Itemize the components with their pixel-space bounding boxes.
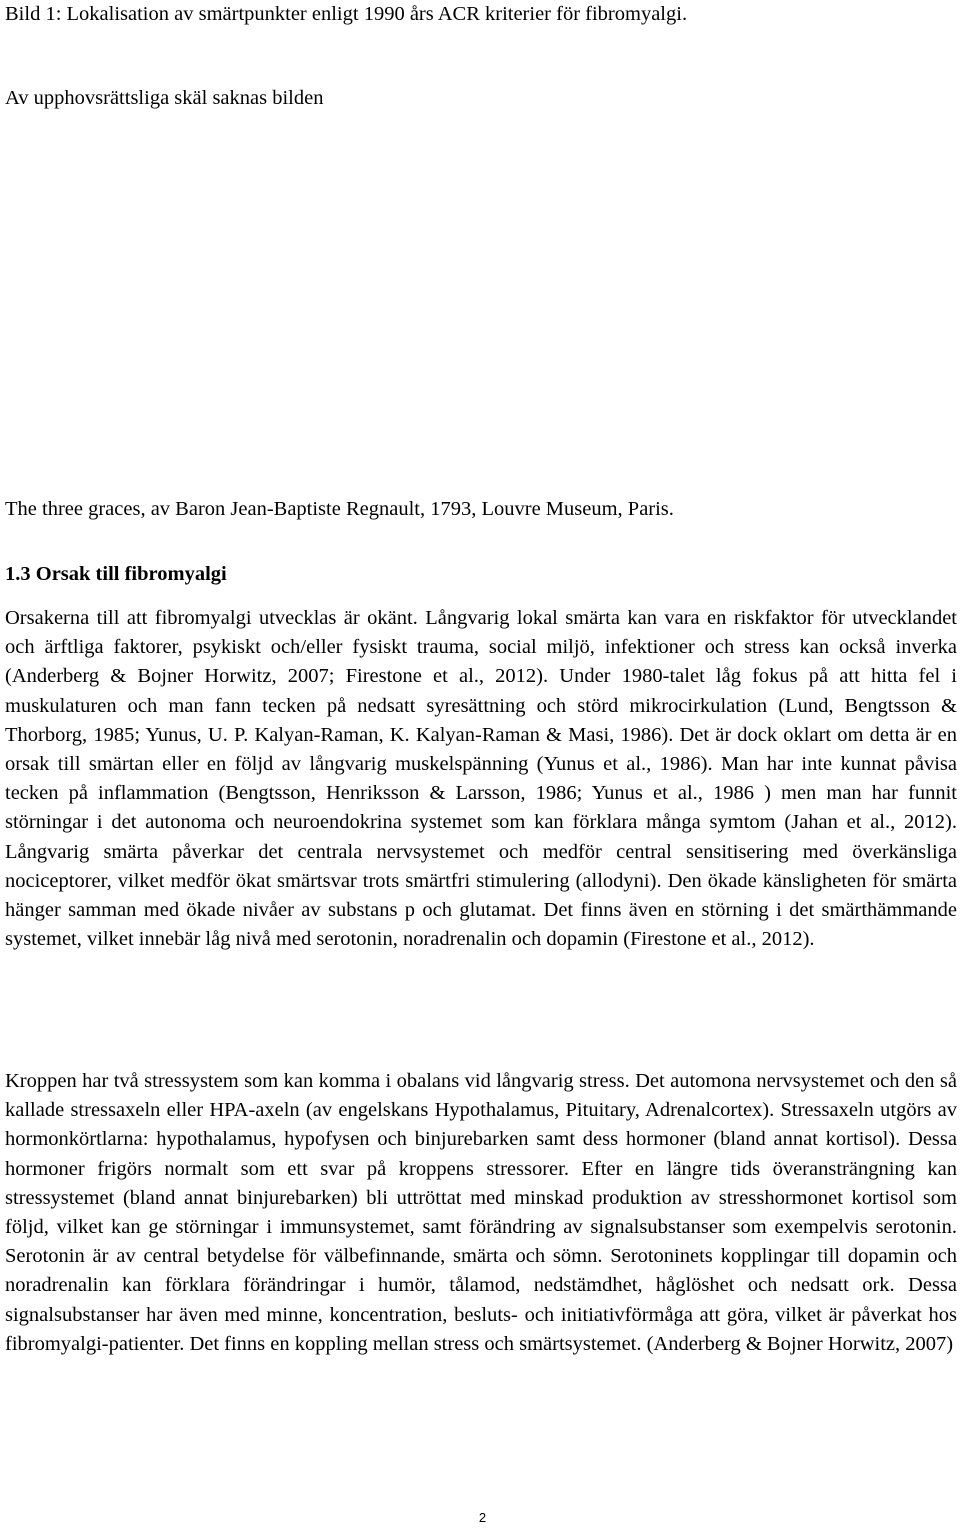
page-number: 2 [478,1510,487,1525]
figure-caption: Bild 1: Lokalisation av smärtpunkter enligt 1990 års ACR kriterier för fibromyalgi. [5,3,688,25]
body-paragraph-1: Orsakerna till att fibromyalgi utvecklas är okänt. Långvarig lokal smärta kan vara en riskfaktor för utvecklandet och ärftliga faktorer, psykiskt och/eller fysiskt trauma, social miljö, infektioner och stress kan också inverka (Anderberg & Bojner Horwitz, 2007; Firestone et al., 2012). Under 1980-talet låg fokus på att hitta fel i muskulaturen och man fann tecken på nedsatt syresättning och störd mikrocirkulation (Lund, Bengtsson & Thorborg, 1985; Yunus, U. P. Kalyan-Raman, K. Kalyan-Raman & Masi, 1986). Det är dock oklart om detta är en orsak till smärtan eller en följd av långvarig muskelspänning (Yunus et al., 1986). Man har inte kunnat påvisa tecken på inflammation (Bengtsson, Henriksson & Larsson, 1986; Yunus et al., 1986 ) men man har funnit störningar i det autonoma och neuroendokrina systemet som kan förklara många symtom (Jahan et al., 2012). Långvarig smärta påverkar det centrala nervsystemet och medför central sensitisering med överkänsliga nociceptorer, vilket medför ökat smärtsvar trots smärtfri stimulering (allodyni). Den ökade känsligheten för smärta hänger samman med ökade nivåer av substans p och glutamat. Det finns även en störning i det smärthämmande systemet, vilket innebär låg nivå med serotonin, noradrenalin och dopamin (Firestone et al., 2012). [5,607,957,951]
body-paragraph-2: Kroppen har två stressystem som kan komma i obalans vid långvarig stress. Det automona nervsystemet och den så kallade stressaxeln eller HPA-axeln (av engelskans Hypothalamus, Pituitary, Adrenalcortex). Stressaxeln utgörs av hormonkörtlarna: hypothalamus, hypofysen och binjurebarken samt dess hormoner (bland annat kortisol). Dessa hormoner frigörs normalt som ett svar på kroppens stressorer. Efter en längre tids överansträngning kan stressystemet (bland annat binjurebarken) bli uttröttat med minskad produktion av stresshormonet kortisol som följd, vilket kan ge störningar i immunsystemet, samt förändring av signalsubstanser som exempelvis serotonin. Serotonin är av central betydelse för välbefinnande, smärta och sömn. Serotoninets kopplingar till dopamin och noradrenalin kan förklara förändringar i humör, tålamod, nedstämdhet, håglöshet och nedsatt ork. Dessa signalsubstanser har även med minne, koncentration, besluts- och initiativförmåga att göra, vilket är påverkat hos fibromyalgi-patienter. Det finns en koppling mellan stress och smärtsystemet. (Anderberg & Bojner Horwitz, 2007) [5,1070,957,1355]
section-heading: 1.3 Orsak till fibromyalgi [5,563,227,585]
image-notice: Av upphovsrättsliga skäl saknas bilden [5,87,324,109]
figure-credit: The three graces, av Baron Jean-Baptiste Regnault, 1793, Louvre Museum, Paris. [5,498,674,520]
document-page [5,0,960,1531]
